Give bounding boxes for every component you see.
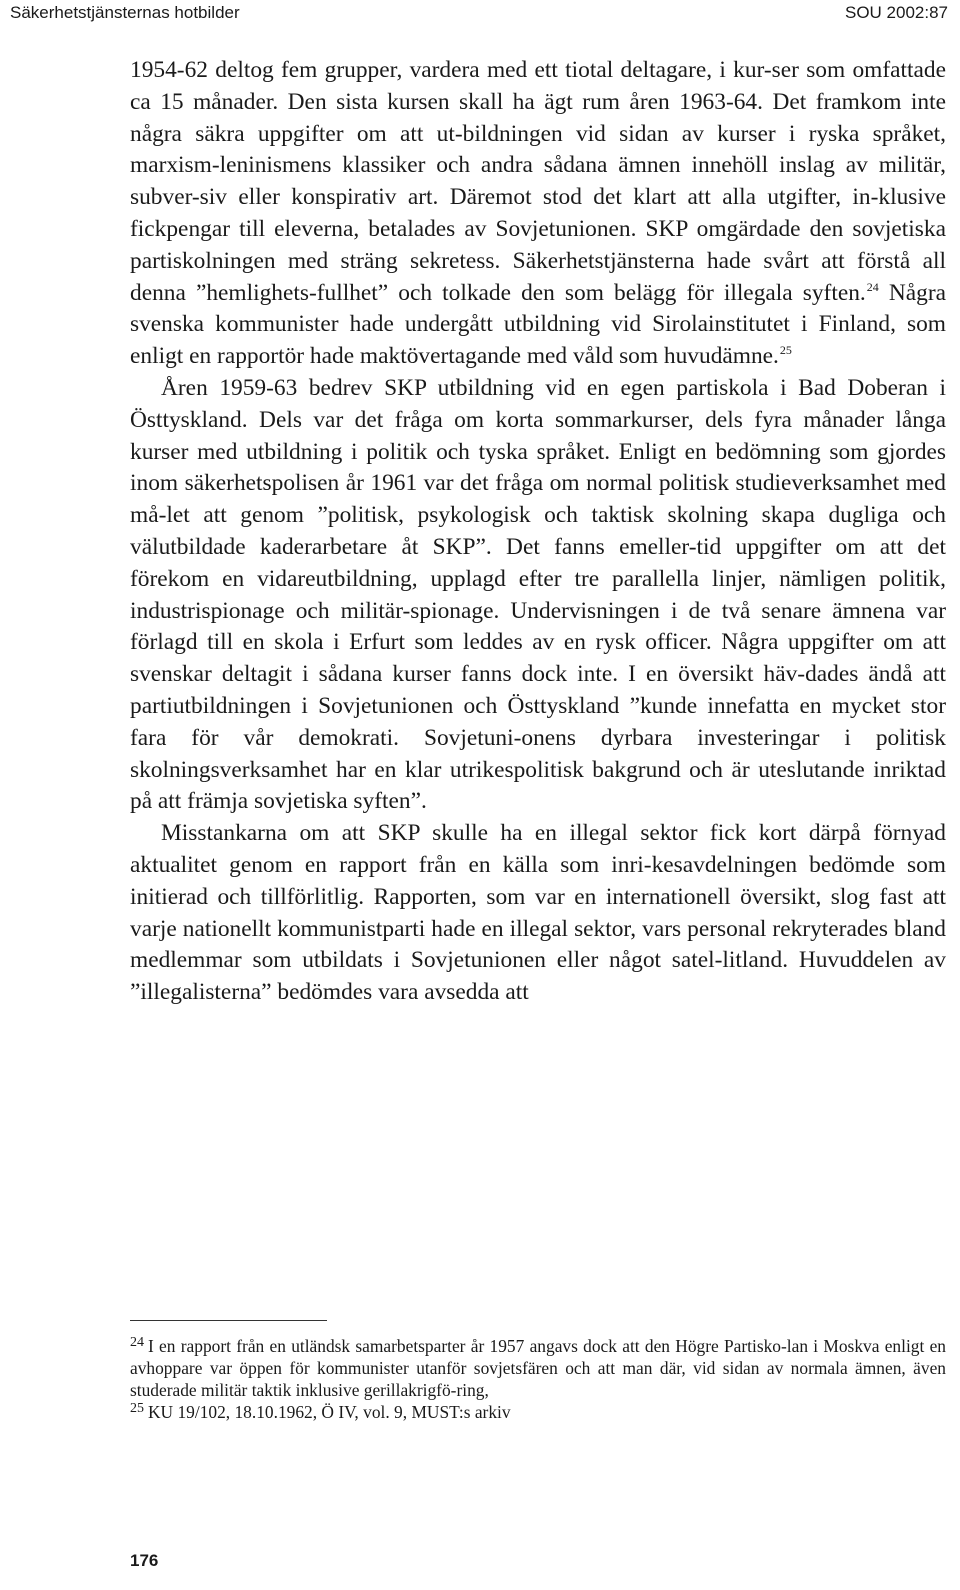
running-header bbox=[10, 0, 948, 26]
footnote-ref-25: 25 bbox=[779, 343, 792, 358]
main-text bbox=[130, 55, 946, 1009]
footnote-text: I en rapport från en utländsk samarbetsparter år 1957 angavs dock att den Högre Partisko-lan i Moskva enligt en avhoppare var öppen för kommunister utanför sovjetsfären och att man där, vid sidan av normala ämnen, även studerade militär taktik inklusive gerillakrigfö-ring, bbox=[130, 1336, 946, 1400]
footnote-25 bbox=[130, 1401, 946, 1423]
footnote-divider bbox=[130, 1320, 327, 1321]
header-report-number: SOU 2002:87 bbox=[844, 3, 948, 22]
paragraph-2: Åren 1959-63 bedrev SKP utbildning vid en egen partiskola i Bad Doberan i Östtyskland. Dels var det fråga om korta sommarkurser, dels fyra månader långa kurser med utbildning i politik och tyska språket. Enligt en bedömning som gjordes inom säkerhetspolisen år 1961 var det fråga om normal politisk studieverksamhet med må-let att genom ”politisk, psykologisk och taktisk skolning skapa dugliga och välutbildade kaderarbetare åt SKP”. Det fanns emeller-tid uppgifter om att det förekom en vidareutbildning, upplagd efter tre parallella linjer, nämligen politik, industrispionage och militär-spionage. Undervisningen i de två senare ämnena var förlagd till en skola i Erfurt som leddes av en rysk officer. Några uppgifter om att svenskar deltagit i sådana kurser fanns dock inte. I en översikt häv-dades ändå att partiutbildningen i Sovjetunionen och Östtyskland ”kunde innefatta en mycket stor fara för vår demokrati. Sovjetuni-onens dyrbara investeringar i politisk skolningsverksamhet har en klar utrikespolitisk bakgrund och är uteslutande inriktad på att främja sovjetiska syften”. bbox=[130, 374, 946, 815]
page-number: 176 bbox=[130, 1551, 159, 1570]
footnote-24 bbox=[130, 1335, 946, 1401]
footnote-text: KU 19/102, 18.10.1962, Ö IV, vol. 9, MUST:s arkiv bbox=[148, 1402, 511, 1422]
paragraph-1-part-a: 1954-62 deltog fem grupper, vardera med ett tiotal deltagare, i kur-ser som omfattade ca 15 månader. Den sista kursen skall ha ägt rum åren 1963-64. Det framkom inte några säkra uppgifter om att ut-bildningen vid sidan av kurser i ryska språket, marxism-leninismens klassiker och andra sådana ämnen innehöll inslag av militär, subver-siv eller konspirativ art. Däremot stod det klart att alla utgifter, in-klusive fickpengar till eleverna, betalades av Sovjetunionen. SKP omgärdade den sovjetiska partiskolningen med sträng sekretess. Säkerhetstjänsterna hade svårt att förstå all denna ”hemlighets-fullhet” och tolkade den som belägg för illegala syften. bbox=[130, 57, 946, 306]
header-title: Säkerhetstjänsternas hotbilder bbox=[10, 3, 240, 22]
footnote-ref-24: 24 bbox=[866, 279, 879, 294]
paragraph-1-part-b: Några svenska kommunister hade undergått utbildning vid Sirolainstitutet i Finland, som enligt en rapportör hade maktövertagande med våld som huvudämne. bbox=[130, 279, 946, 370]
paragraph-1 bbox=[130, 55, 946, 373]
footnotes bbox=[130, 1335, 946, 1423]
paragraph-3: Misstankarna om att SKP skulle ha en illegal sektor fick kort därpå förnyad aktualitet genom en rapport från en källa som inri-kesavdelningen bedömde som initierad och tillförlitlig. Rapporten, som var en internationell översikt, slog fast att varje nationellt kommunistparti hade en illegal sektor, vars personal rekryterades bland medlemmar som utbildats i Sovjetunionen eller något satel-litland. Huvuddelen av ”illegalisterna” bedömdes vara avsedda att bbox=[130, 820, 946, 1006]
footnote-number: 24 bbox=[130, 1335, 144, 1350]
footnote-number: 25 bbox=[130, 1401, 144, 1416]
